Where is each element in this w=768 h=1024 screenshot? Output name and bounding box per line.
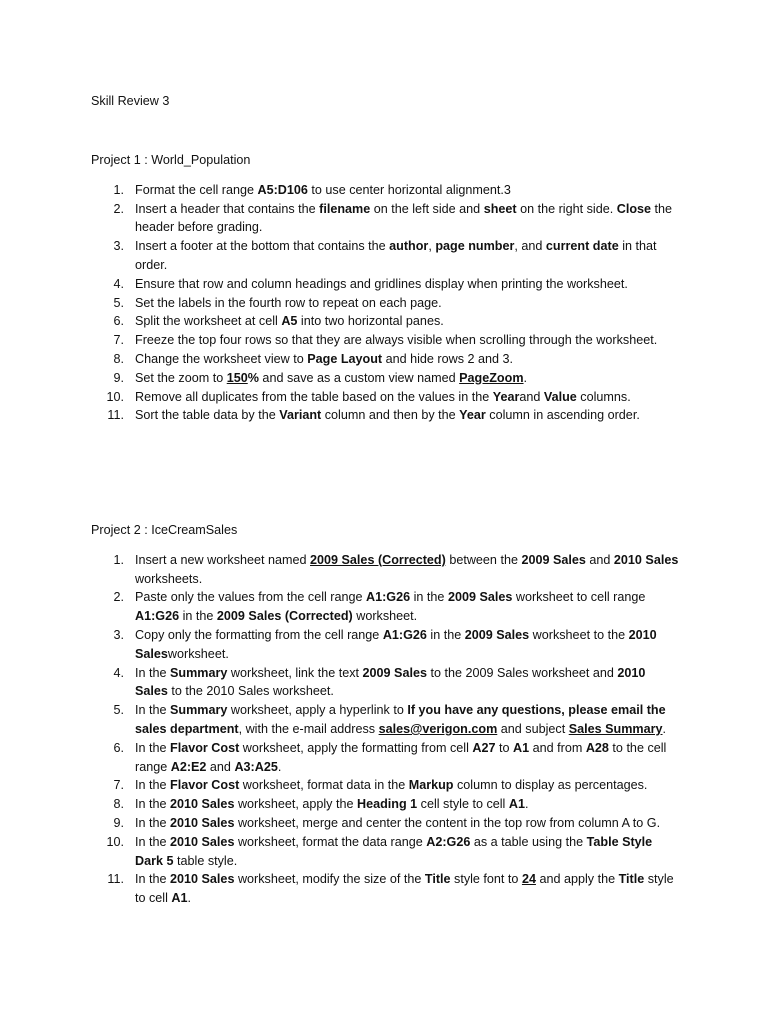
list-item-number: 7.: [113, 333, 124, 348]
bold-text: page number: [435, 239, 515, 254]
text-run: on the left side and: [370, 201, 484, 216]
list-item: [91, 795, 681, 814]
project-2-title: Project 2 : IceCreamSales: [91, 523, 238, 537]
text-run: .: [187, 891, 192, 906]
text-run: the header before grading.: [135, 201, 673, 235]
text-run: Insert a new worksheet named: [135, 552, 311, 567]
list-item-number: 11.: [107, 872, 124, 887]
list-item: [91, 739, 681, 777]
project-2-section: [91, 521, 691, 908]
list-item: [91, 776, 681, 795]
text-run: to use center horizontal alignment.3: [307, 182, 511, 197]
text-run: Split the worksheet at cell: [135, 314, 282, 329]
list-item: [91, 664, 681, 702]
text-run: and: [585, 552, 614, 567]
bold-text: Summary: [170, 665, 228, 680]
list-item-number: 4.: [113, 276, 124, 291]
text-run: .: [524, 797, 529, 812]
bold-text: A5: [281, 314, 298, 329]
document-title: Skill Review 3: [91, 94, 170, 108]
list-item-number: 9.: [113, 815, 124, 830]
text-run: worksheet, link the text: [227, 665, 363, 680]
text-run: In the: [135, 872, 171, 887]
text-run: , with the e-mail address: [238, 721, 379, 736]
list-item: [91, 833, 681, 871]
bold-text: A2:G26: [426, 834, 471, 849]
bold-text: A1:G26: [366, 590, 411, 605]
list-item: [91, 870, 681, 908]
text-run: to the cell range: [135, 740, 667, 774]
text-run: as a table using the: [470, 834, 587, 849]
text-run: between the: [445, 552, 522, 567]
bold-text: A1:G26: [382, 627, 427, 642]
text-run: Sort the table data by the: [135, 408, 280, 423]
bold-text: 2009 Sales: [447, 590, 513, 605]
text-run: In the: [135, 834, 171, 849]
text-run: style font to: [450, 872, 522, 887]
list-item: [91, 294, 681, 313]
bold-text: author: [389, 239, 429, 254]
bold-text: A3:A25: [234, 759, 278, 774]
bold-text: filename: [319, 201, 371, 216]
text-run: worksheet to the: [529, 627, 629, 642]
list-item-number: 8.: [113, 351, 124, 366]
list-item-number: 1.: [113, 552, 124, 567]
text-run: worksheet, format the data range: [234, 834, 427, 849]
text-run: worksheet, apply a hyperlink to: [227, 703, 408, 718]
bold-text: Markup: [408, 778, 454, 793]
list-item-number: 5.: [113, 295, 124, 310]
text-run: Insert a footer at the bottom that contains the: [135, 239, 390, 254]
list-item: [91, 181, 681, 200]
bold-text: Title: [424, 872, 451, 887]
text-run: style to cell: [135, 872, 674, 906]
text-run: in the: [410, 590, 448, 605]
text-run: In the: [135, 703, 171, 718]
bold-text: Table Style Dark 5: [135, 834, 653, 868]
bold-text: A2:E2: [170, 759, 207, 774]
list-item-number: 9.: [113, 370, 124, 385]
list-item: [91, 814, 681, 833]
list-item-number: 11.: [107, 408, 124, 423]
text-run: .: [662, 721, 667, 736]
bold-text: A1: [171, 891, 188, 906]
text-run: .: [523, 370, 528, 385]
bold-text: Value: [543, 389, 577, 404]
text-run: worksheet, apply the: [234, 797, 357, 812]
bold-text: Summary: [170, 703, 228, 718]
list-item: [91, 369, 681, 388]
project-2-steps: [91, 551, 691, 908]
text-run: and subject: [497, 721, 569, 736]
project-1-title: Project 1 : World_Population: [91, 153, 251, 167]
bold-text: 2010 Sales: [135, 665, 646, 699]
text-run: Set the labels in the fourth row to repeat on each page.: [135, 295, 442, 310]
text-run: and save as a custom view named: [258, 370, 460, 385]
text-run: and: [206, 759, 235, 774]
list-item-number: 3.: [113, 239, 124, 254]
bold-text: Title: [618, 872, 645, 887]
list-item-number: 1.: [113, 182, 124, 197]
bold-text: A28: [585, 740, 609, 755]
text-run: .: [277, 759, 282, 774]
text-run: and from: [529, 740, 586, 755]
text-run: worksheets.: [135, 571, 203, 586]
bold-text: 24: [521, 872, 536, 887]
bold-text: 2010 Sales: [170, 797, 235, 812]
bold-text: 2009 Sales (Corrected): [310, 552, 446, 567]
bold-text: sales@verigon.com: [378, 721, 498, 736]
bold-text: Page Layout: [307, 351, 383, 366]
text-run: Freeze the top four rows so that they are always visible when scrolling through the worksheet.: [135, 333, 658, 348]
bold-text: Year: [459, 408, 486, 423]
text-run: columns.: [576, 389, 631, 404]
text-run: In the: [135, 778, 171, 793]
bold-text: 2009 Sales: [464, 627, 530, 642]
text-run: In the: [135, 815, 171, 830]
list-item: [91, 388, 681, 407]
text-run: Paste only the values from the cell range: [135, 590, 367, 605]
text-run: Copy only the formatting from the cell range: [135, 627, 383, 642]
bold-text: A1:G26: [135, 609, 180, 624]
text-run: In the: [135, 740, 171, 755]
text-run: and: [519, 389, 544, 404]
list-item: [91, 626, 681, 664]
bold-text: 2010 Sales: [613, 552, 679, 567]
list-item-number: 6.: [113, 314, 124, 329]
text-run: ,: [428, 239, 436, 254]
list-item-number: 3.: [113, 627, 124, 642]
list-item-number: 7.: [113, 778, 124, 793]
text-run: into two horizontal panes.: [297, 314, 444, 329]
text-run: in the: [179, 609, 217, 624]
text-run: worksheet, apply the formatting from cell: [239, 740, 473, 755]
text-run: and hide rows 2 and 3.: [382, 351, 514, 366]
bold-text: Flavor Cost: [170, 778, 240, 793]
bold-text: 2010 Sales: [170, 872, 235, 887]
bold-text: 2009 Sales (Corrected): [216, 609, 353, 624]
text-run: Change the worksheet view to: [135, 351, 308, 366]
text-run: in the: [426, 627, 465, 642]
bold-text: PageZoom: [459, 370, 524, 385]
text-run: worksheet, modify the size of the: [234, 872, 425, 887]
list-item: [91, 312, 681, 331]
text-run: worksheet, format data in the: [239, 778, 409, 793]
list-item-number: 10.: [106, 389, 124, 404]
text-run: to: [495, 740, 514, 755]
bold-text: Year: [492, 389, 520, 404]
text-run: worksheet.: [167, 646, 229, 661]
bold-text: A27: [472, 740, 496, 755]
bold-text: 2010 Sales: [170, 815, 235, 830]
bold-text: sheet: [483, 201, 517, 216]
text-run: Set the zoom to: [135, 370, 227, 385]
list-item: [91, 350, 681, 369]
list-item: [91, 200, 681, 238]
bold-text: A1: [513, 740, 530, 755]
list-item: [91, 551, 681, 589]
bold-text: current date: [545, 239, 619, 254]
text-run: table style.: [173, 853, 238, 868]
text-run: column in ascending order.: [485, 408, 640, 423]
text-run: Insert a header that contains the: [135, 201, 320, 216]
bold-text: 2009 Sales: [521, 552, 586, 567]
bold-text: 2010 Sales: [135, 627, 657, 661]
text-run: worksheet to cell range: [512, 590, 646, 605]
text-run: and apply the: [535, 872, 619, 887]
list-item-number: 2.: [113, 201, 124, 216]
list-item: [91, 331, 681, 350]
text-run: In the: [135, 797, 171, 812]
list-item-number: 10.: [106, 834, 124, 849]
text-run: to the 2010 Sales worksheet.: [167, 684, 334, 699]
text-run: Format the cell range: [135, 182, 258, 197]
bold-text: Heading 1: [356, 797, 418, 812]
list-item: [91, 588, 681, 626]
bold-text: 2010 Sales: [170, 834, 235, 849]
bold-text: A1: [508, 797, 525, 812]
bold-text: Flavor Cost: [170, 740, 240, 755]
project-1-steps: [91, 181, 691, 425]
bold-text: Variant: [279, 408, 322, 423]
text-run: , and: [514, 239, 546, 254]
text-run: column and then by the: [321, 408, 460, 423]
list-item-number: 2.: [113, 590, 124, 605]
bold-text: Close: [616, 201, 652, 216]
text-run: in that order.: [135, 239, 657, 272]
text-run: worksheet.: [352, 609, 418, 624]
bold-text: 2009 Sales: [362, 665, 427, 680]
list-item: [91, 406, 681, 425]
list-item: [91, 701, 681, 739]
bold-text: 150: [226, 370, 248, 385]
text-run: column to display as percentages.: [453, 778, 648, 793]
text-run: Ensure that row and column headings and gridlines display when printing the worksheet.: [135, 276, 628, 291]
project-1-section: [91, 151, 691, 425]
text-run: In the: [135, 665, 171, 680]
text-run: Remove all duplicates from the table based on the values in the: [135, 389, 493, 404]
list-item: [91, 237, 681, 275]
list-item-number: 4.: [113, 665, 124, 680]
list-item: [91, 275, 681, 294]
list-item-number: 5.: [113, 703, 124, 718]
list-item-number: 8.: [113, 797, 124, 812]
bold-text: A5:D106: [257, 182, 308, 197]
list-item-number: 6.: [113, 740, 124, 755]
text-run: on the right side.: [516, 201, 617, 216]
text-run: to the 2009 Sales worksheet and: [426, 665, 618, 680]
text-run: cell style to cell: [417, 797, 509, 812]
bold-text: If you have any questions, please email the sales department: [135, 703, 666, 736]
bold-text: %: [247, 370, 259, 385]
text-run: worksheet, merge and center the content in the top row from column A to G.: [234, 815, 661, 830]
bold-text: Sales Summary: [568, 721, 663, 736]
